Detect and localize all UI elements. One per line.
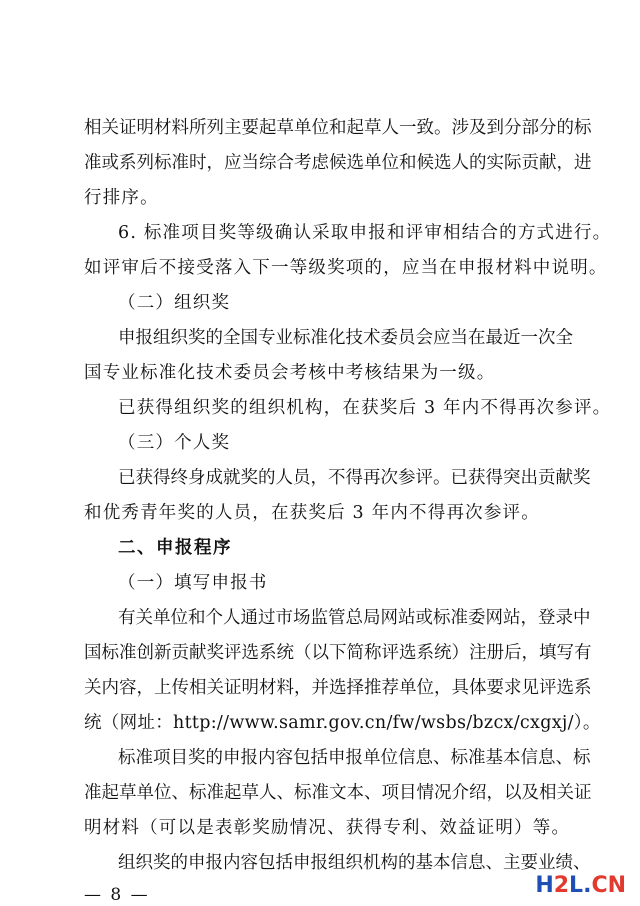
text-line: 国标准创新贡献奖评选系统（以下简称评选系统）注册后，填写有: [84, 643, 592, 663]
watermark-letter: H: [535, 873, 554, 898]
text-line: 和优秀青年奖的人员，在获奖后 3 年内不得再次参评。: [84, 503, 540, 523]
text-line: 组织奖的申报内容包括申报组织机构的基本信息、主要业绩、: [118, 853, 591, 873]
text-line: 相关证明材料所列主要起草单位和起草人一致。涉及到分部分的标: [84, 118, 592, 138]
text-line: 如评审后不接受落入下一等级奖项的，应当在申报材料中说明。: [84, 258, 608, 278]
section-heading: （三）个人奖: [118, 433, 231, 453]
watermark-letter: .: [583, 873, 592, 898]
text-line: 标准项目奖的申报内容包括申报单位信息、标准基本信息、标: [118, 748, 591, 768]
text-line: 有关单位和个人通过市场监管总局网站或标准委网站，登录中: [118, 608, 591, 628]
chapter-heading: 二、申报程序: [118, 538, 232, 558]
text-line: 申报组织奖的全国专业标准化技术委员会应当在最近一次全: [118, 328, 573, 348]
watermark-letter: L: [569, 873, 584, 898]
text-line: 已获得组织奖的组织机构，在获奖后 3 年内不得再次参评。: [118, 398, 612, 418]
text-line: 6. 标准项目奖等级确认采取申报和评审相结合的方式进行。: [118, 223, 612, 243]
text-line: 国专业标准化技术委员会考核中考核结果为一级。: [84, 363, 496, 383]
text-line: 明材料（可以是表彰奖励情况、获得专利、效益证明）等。: [84, 818, 571, 838]
section-heading: （二）组织奖: [118, 293, 231, 313]
text-line: 统（网址：http://www.samr.gov.cn/fw/wsbs/bzcx/cxgxj/）。: [84, 713, 601, 733]
watermark-letter: CN: [591, 873, 626, 898]
text-line: 关内容，上传相关证明材料，并选择推荐单位，具体要求见评选系: [84, 678, 592, 698]
watermark-letter: 2: [553, 873, 570, 898]
text-line: 准起草单位、标准起草人、标准文本、项目情况介绍，以及相关证: [84, 783, 592, 803]
page-number: — 8 —: [84, 885, 150, 905]
text-line: 已获得终身成就奖的人员，不得再次参评。已获得突出贡献奖: [118, 468, 591, 488]
text-line: 行排序。: [84, 188, 159, 208]
section-heading: （一）填写申报书: [118, 573, 268, 593]
text-line: 准或系列标准时，应当综合考虑候选单位和候选人的实际贡献，进: [84, 153, 592, 173]
site-watermark-logo: [535, 873, 626, 898]
